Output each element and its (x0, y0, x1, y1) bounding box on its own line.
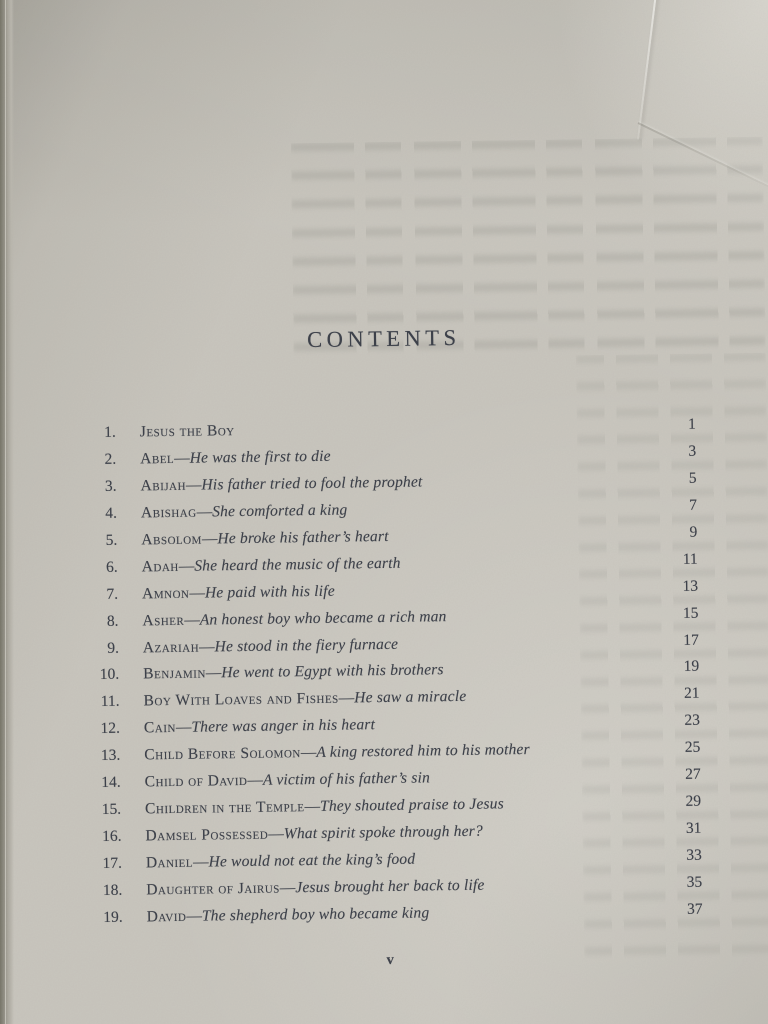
entry-number: 10. (99, 666, 120, 684)
entry-page-number: 17 (683, 631, 699, 649)
entry-number: 1. (104, 423, 116, 441)
entry-subtitle: A victim of his father’s sin (262, 769, 431, 789)
entry-subtitle: He stood in the fiery furnace (214, 635, 399, 655)
entry-number: 9. (107, 639, 119, 657)
em-dash: — (268, 825, 284, 843)
em-dash: — (247, 771, 264, 790)
entry-page-number: 13 (682, 577, 699, 595)
entry-name: Damsel Possessed (145, 825, 269, 845)
entry-name: Abijah (140, 476, 187, 495)
entry-number: 13. (100, 746, 121, 765)
entry-name: Absolom (141, 530, 203, 549)
entry-subtitle: He broke his father’s heart (217, 527, 389, 548)
entry-subtitle: They shouted praise to Jesus (319, 795, 505, 816)
em-dash: — (189, 584, 206, 602)
entry-name: David (146, 907, 187, 926)
em-dash: — (198, 637, 215, 656)
em-dash: — (205, 664, 222, 682)
entry-name: Amnon (141, 584, 190, 603)
folio-page-number: v (386, 951, 394, 969)
entry-number: 6. (105, 558, 118, 576)
entry-page-number: 1 (687, 415, 696, 433)
em-dash: — (184, 611, 200, 629)
entry-page-number: 15 (682, 604, 699, 622)
entry-page-number: 9 (689, 523, 698, 541)
entry-number: 12. (100, 720, 121, 738)
em-dash: — (186, 907, 203, 925)
entry-subtitle: An honest boy who became a rich man (199, 607, 447, 629)
entry-number: 19. (103, 908, 123, 926)
entry-subtitle: What spirit spoke through her? (283, 822, 484, 843)
entry-name: Azariah (142, 638, 200, 656)
entry-page-number: 29 (685, 792, 702, 810)
entry-page-number: 7 (689, 496, 698, 514)
entry-page-number: 3 (688, 442, 697, 460)
em-dash: — (196, 503, 213, 521)
entry-page-number: 25 (684, 738, 701, 757)
entry-page-number: 23 (684, 711, 701, 730)
entry-subtitle: There was anger in his heart (191, 716, 376, 737)
entry-page-number: 21 (683, 684, 700, 703)
em-dash: — (174, 449, 190, 467)
entry-name: Benjamin (143, 664, 206, 683)
entry-page-number: 31 (685, 819, 702, 837)
entry-number: 11. (100, 693, 120, 711)
entry-subtitle: He would not eat the king’s food (208, 850, 416, 871)
entry-subtitle: He went to Egypt with his brothers (221, 661, 444, 682)
entry-page-number: 35 (686, 873, 703, 891)
entry-name: Children in the Temple (145, 798, 305, 818)
entry-page-number: 27 (685, 765, 701, 784)
entry-name: Abel (140, 449, 175, 468)
em-dash: — (178, 557, 195, 575)
entry-name: Cain (143, 719, 177, 737)
entry-number: 3. (104, 477, 117, 495)
entry-subtitle: He saw a miracle (354, 688, 467, 707)
entry-number: 15. (101, 800, 122, 819)
entry-page-number: 33 (686, 846, 702, 864)
entry-number: 4. (105, 504, 118, 522)
entry-number: 5. (105, 531, 118, 549)
entry-subtitle: A king restored him to his mother (316, 741, 530, 762)
entry-number: 7. (106, 585, 119, 603)
entry-page-number: 19 (683, 658, 700, 676)
entry-number: 14. (101, 773, 121, 792)
entry-name: Child of David (144, 772, 248, 791)
em-dash: — (175, 719, 192, 737)
em-dash: — (304, 798, 321, 816)
entry-name: Child Before Solomon (144, 744, 301, 764)
entry-number: 8. (106, 612, 119, 630)
contents-title: CONTENTS (306, 324, 461, 353)
entry-page-number: 11 (682, 550, 698, 568)
entry-page-number: 37 (686, 900, 703, 918)
entry-subtitle: His father tried to fool the prophet (201, 473, 423, 494)
entry-number: 16. (102, 827, 122, 846)
entry-name: Adah (141, 557, 179, 576)
em-dash: — (185, 476, 202, 494)
em-dash: — (279, 879, 296, 897)
entry-number: 2. (104, 450, 117, 468)
entry-subtitle: She heard the music of the earth (194, 554, 401, 575)
entry-subtitle: He was the first to die (189, 447, 331, 467)
em-dash: — (192, 853, 209, 871)
entry-name: Asher (142, 611, 185, 629)
entry-subtitle: He paid with his life (204, 582, 335, 602)
entry-name: Boy With Loaves and Fishes (143, 690, 339, 710)
entry-name: Abishag (140, 503, 197, 522)
entry-subtitle: Jesus brought her back to life (295, 876, 485, 897)
em-dash: — (300, 744, 317, 762)
em-dash: — (201, 530, 218, 548)
toc-list (84, 416, 703, 936)
entry-number: 17. (102, 854, 122, 872)
entry-subtitle: The shepherd boy who became king (201, 904, 430, 925)
entry-subtitle: She comforted a king (212, 501, 348, 521)
entry-name: Daniel (145, 853, 194, 872)
entry-page-number: 5 (688, 469, 697, 487)
entry-title (140, 416, 654, 441)
em-dash: — (338, 689, 355, 708)
entry-number: 18. (102, 881, 123, 899)
entry-name: Daughter of Jairus (146, 879, 280, 899)
entry-name: Jesus the Boy (139, 422, 235, 441)
